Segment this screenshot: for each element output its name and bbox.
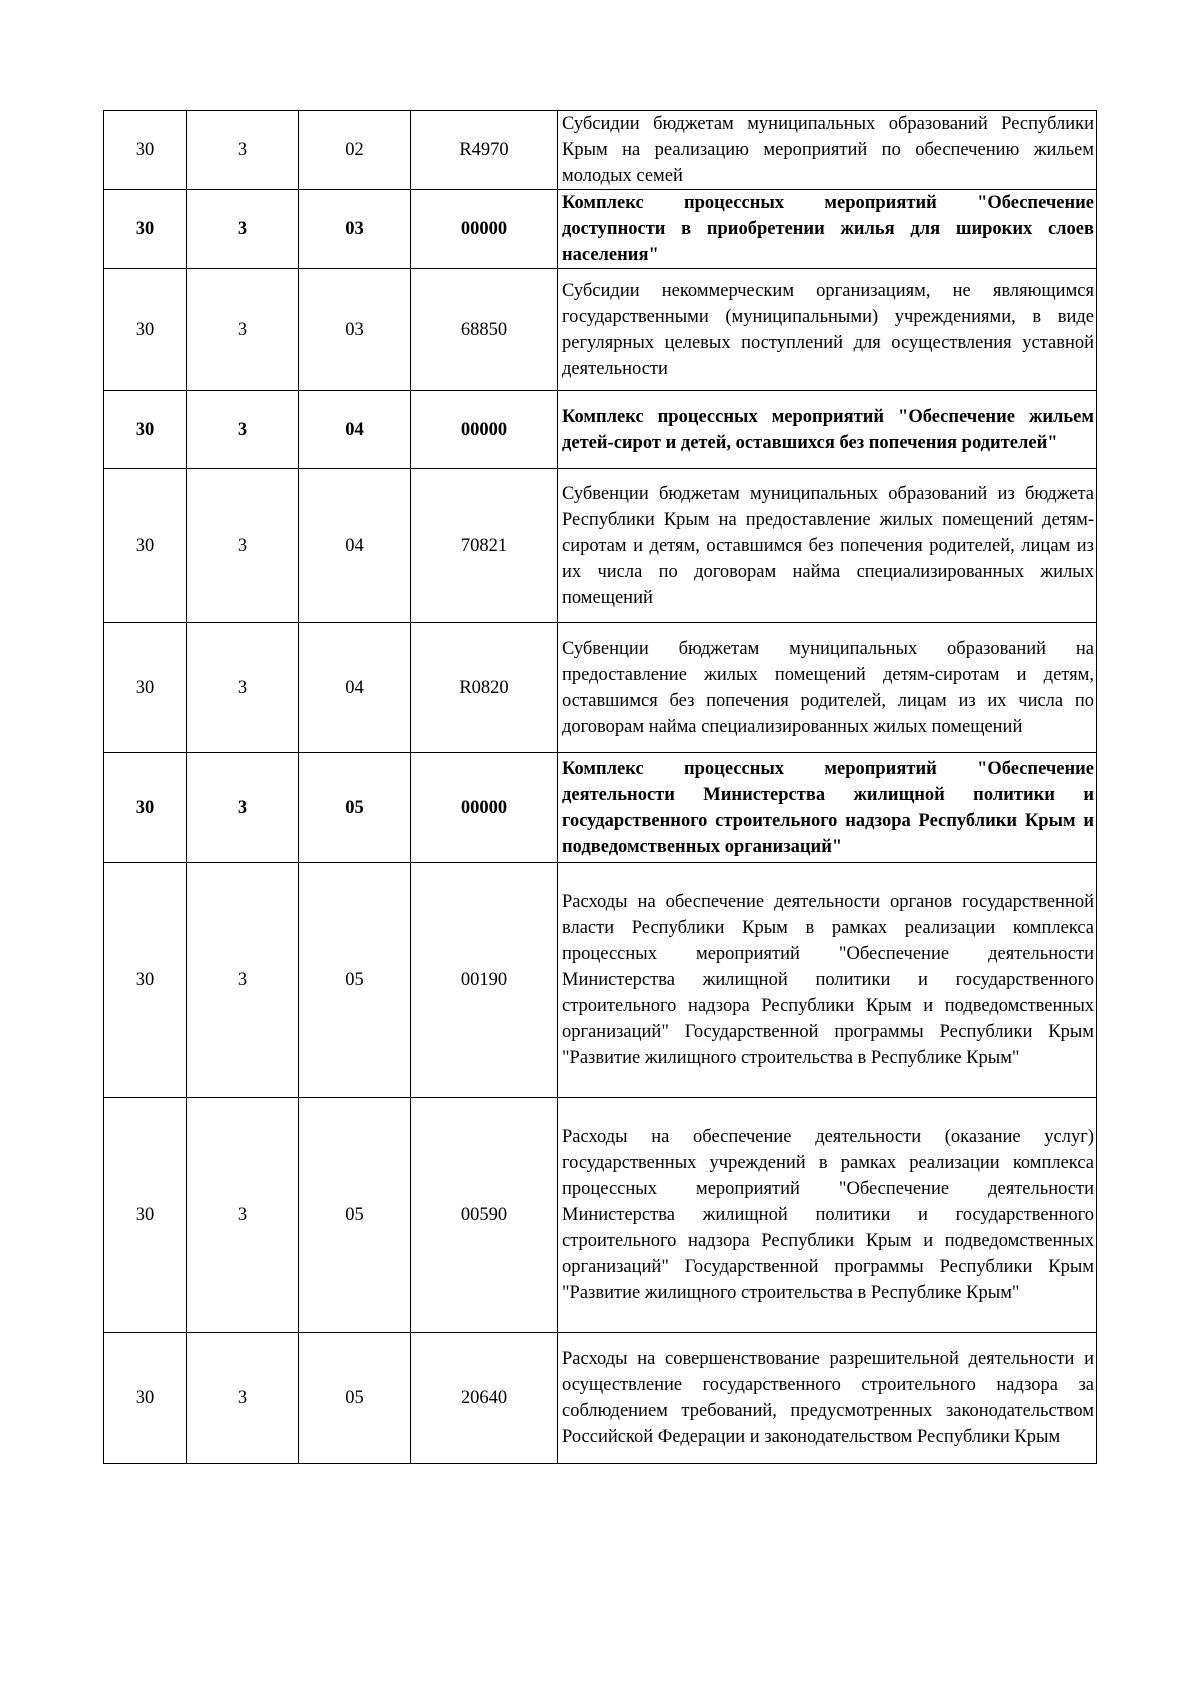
table-row [104,391,1097,469]
budget-classification-table [103,110,1097,1464]
subprogram-code-cell: 3 [187,111,299,190]
table-row [104,111,1097,190]
direction-code-cell: 00000 [411,190,558,269]
table-row [104,753,1097,863]
subprogram-code-cell: 3 [187,469,299,623]
measure-code-cell: 05 [299,1333,411,1464]
measure-code-cell: 05 [299,863,411,1098]
description-cell: Расходы на обеспечение деятельности (оказание услуг) государственных учреждений в рамках реализации комплекса процессных мероприятий "Обеспечение деятельности Министерства жилищной политики и государственного строительного надзора Республики Крым и подведомственных организаций" Государственной программы Республики Крым "Развитие жилищного строительства в Республике Крым" [558,1098,1097,1333]
direction-code-cell: 00590 [411,1098,558,1333]
program-code-cell: 30 [104,391,187,469]
subprogram-code-cell: 3 [187,623,299,753]
program-code-cell: 30 [104,190,187,269]
measure-code-cell: 03 [299,269,411,391]
measure-code-cell: 04 [299,469,411,623]
table-row [104,863,1097,1098]
program-code-cell: 30 [104,753,187,863]
subprogram-code-cell: 3 [187,1333,299,1464]
description-cell: Комплекс процессных мероприятий "Обеспечение деятельности Министерства жилищной политики и государственного строительного надзора Республики Крым и подведомственных организаций" [558,753,1097,863]
program-code-cell: 30 [104,469,187,623]
program-code-cell: 30 [104,623,187,753]
measure-code-cell: 05 [299,1098,411,1333]
subprogram-code-cell: 3 [187,1098,299,1333]
description-cell: Расходы на обеспечение деятельности органов государственной власти Республики Крым в рамках реализации комплекса процессных мероприятий "Обеспечение деятельности Министерства жилищной политики и государственного строительного надзора Республики Крым и подведомственных организаций" Государственной программы Республики Крым "Развитие жилищного строительства в Республике Крым" [558,863,1097,1098]
description-cell: Субвенции бюджетам муниципальных образований из бюджета Республики Крым на предоставление жилых помещений детям-сиротам и детям, оставшимся без попечения родителей, лицам из их числа по договорам найма специализированных жилых помещений [558,469,1097,623]
direction-code-cell: 00000 [411,391,558,469]
description-cell: Субвенции бюджетам муниципальных образований на предоставление жилых помещений детям-сиротам и детям, оставшимся без попечения родителей, лицам из их числа по договорам найма специализированных жилых помещений [558,623,1097,753]
table-row [104,469,1097,623]
measure-code-cell: 02 [299,111,411,190]
measure-code-cell: 04 [299,391,411,469]
direction-code-cell: 70821 [411,469,558,623]
description-cell: Расходы на совершенствование разрешительной деятельности и осуществление государственного строительного надзора за соблюдением требований, предусмотренных законодательством Российской Федерации и законодательством Республики Крым [558,1333,1097,1464]
measure-code-cell: 05 [299,753,411,863]
subprogram-code-cell: 3 [187,190,299,269]
program-code-cell: 30 [104,1333,187,1464]
direction-code-cell: 00000 [411,753,558,863]
description-cell: Комплекс процессных мероприятий "Обеспечение доступности в приобретении жилья для широких слоев населения" [558,190,1097,269]
direction-code-cell: 68850 [411,269,558,391]
direction-code-cell: 00190 [411,863,558,1098]
table-row [104,1098,1097,1333]
direction-code-cell: R0820 [411,623,558,753]
table-row [104,623,1097,753]
table-row [104,1333,1097,1464]
measure-code-cell: 04 [299,623,411,753]
table-row [104,190,1097,269]
program-code-cell: 30 [104,1098,187,1333]
program-code-cell: 30 [104,111,187,190]
program-code-cell: 30 [104,863,187,1098]
table-row [104,269,1097,391]
description-cell: Субсидии бюджетам муниципальных образований Республики Крым на реализацию мероприятий по обеспечению жильем молодых семей [558,111,1097,190]
direction-code-cell: R4970 [411,111,558,190]
subprogram-code-cell: 3 [187,269,299,391]
measure-code-cell: 03 [299,190,411,269]
subprogram-code-cell: 3 [187,863,299,1098]
direction-code-cell: 20640 [411,1333,558,1464]
description-cell: Субсидии некоммерческим организациям, не являющимся государственными (муниципальными) учреждениями, в виде регулярных целевых поступлений для осуществления уставной деятельности [558,269,1097,391]
subprogram-code-cell: 3 [187,753,299,863]
description-cell: Комплекс процессных мероприятий "Обеспечение жильем детей-сирот и детей, оставшихся без попечения родителей" [558,391,1097,469]
subprogram-code-cell: 3 [187,391,299,469]
program-code-cell: 30 [104,269,187,391]
